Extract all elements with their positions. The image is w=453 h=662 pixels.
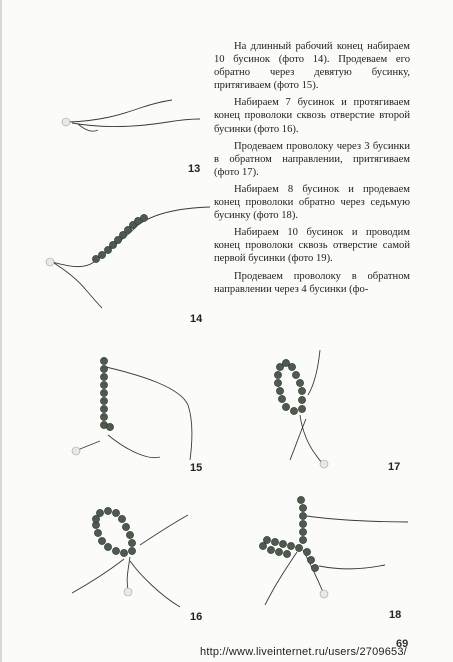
paragraph-6: Продеваем проволоку в обратном направлении через 4 бусинки (фо- bbox=[214, 270, 410, 295]
figure-14-label: 14 bbox=[190, 313, 203, 325]
figure-15-label: 15 bbox=[190, 462, 203, 474]
photo-15 bbox=[60, 345, 210, 465]
figure-17-label: 17 bbox=[388, 461, 401, 473]
page-number: 69 bbox=[396, 638, 409, 650]
page-edge bbox=[0, 0, 2, 662]
figure-13-label: 13 bbox=[188, 163, 201, 175]
photo-14 bbox=[38, 200, 213, 315]
paragraph-1: На длинный рабочий конец набираем 10 бусинок (фото 14). Продеваем его обратно через девятую бусинку, притягиваем (фото 15). bbox=[214, 41, 410, 92]
photo-18 bbox=[245, 490, 410, 615]
watermark-url: http://www.liveinternet.ru/users/2709653/ bbox=[200, 646, 407, 658]
photo-16 bbox=[60, 495, 210, 615]
instruction-text bbox=[214, 40, 410, 300]
paragraph-4: Набираем 8 бусинок и продеваем конец проволоки обратно через седьмую бусинку (фото 18). bbox=[214, 183, 410, 222]
paragraph-2: Набираем 7 бусинок и протягиваем конец проволоки сквозь отверстие второй бусинки (фото 16). bbox=[214, 97, 410, 135]
figure-18-label: 18 bbox=[389, 609, 402, 621]
photo-17 bbox=[260, 345, 410, 475]
paragraph-5: Набираем 10 бусинок и проводим конец проволоки сквозь отверстие самой первой бусинки (фото 19). bbox=[214, 227, 410, 265]
paragraph-3: Продеваем проволоку через 3 бусинки в обратном направлении, притягиваем (фото 17). bbox=[214, 140, 410, 178]
photo-13 bbox=[40, 75, 210, 155]
figure-16-label: 16 bbox=[190, 611, 203, 623]
